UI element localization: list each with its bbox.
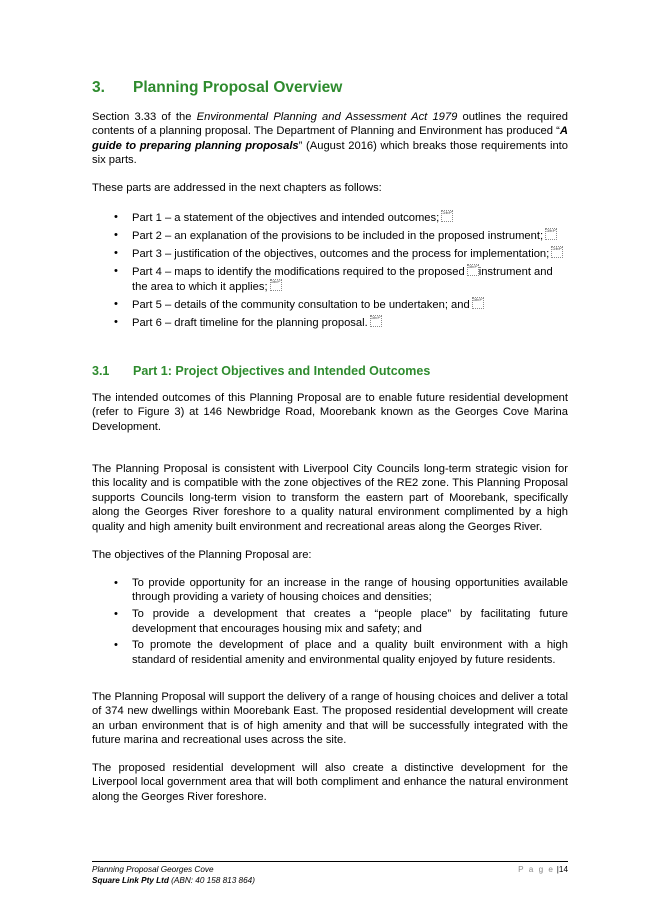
objectives-list [92,576,568,670]
list-item: • Part 6 – draft timeline for the planning proposal. SEP [114,315,381,330]
objectives-intro: The objectives of the Planning Proposal are: [92,549,312,561]
subsection-heading [92,364,572,378]
bullet-icon: • [114,298,118,311]
parts-list [92,210,568,333]
footer-abn: (ABN: 40 158 813 864) [171,876,255,885]
bullet-icon: • [114,608,118,621]
separator-glyph-icon: SEP [441,210,453,222]
section-number: 3. [92,79,105,96]
footer-doc-title: Planning Proposal Georges Cove [92,865,214,874]
separator-glyph-icon: SEP [370,315,382,327]
separator-glyph-icon: SEP [270,279,282,291]
separator-glyph-icon: SEP [467,264,479,276]
intro-text-b: outlines the required contents of a planning proposal. The Department of Planning and Environment has produced “ [92,111,568,138]
bullet-icon: • [114,265,118,277]
guide-title: A guide to preparing planning proposals [92,125,568,152]
list-item: • Part 3 – justification of the objectives, outcomes and the process for implementation; SEP [114,246,563,260]
distinctive-paragraph: The proposed residential development will also create a distinctive development for the Liverpool local government area that will both compliment and enhance the natural environment along the Georges River foreshore. [92,762,568,803]
bullet-icon: • [114,639,118,652]
footer-company: Square Link Pty Ltd (ABN: 40 158 813 864) [92,876,255,885]
list-item: • Part 5 – details of the community consultation to be undertaken; and SEP [114,297,483,312]
list-item: • Part 2 – an explanation of the provisions to be included in the proposed instrument; SEP [114,228,557,242]
bullet-icon: • [114,211,118,223]
bullet-icon: • [114,247,118,259]
list-item: • To promote the development of place and a quality built environment with a high standard of residential amenity and environmental quality enjoyed by future residents. [114,639,568,666]
vision-paragraph: The Planning Proposal is consistent with Liverpool City Councils long-term strategic vision for this locality and is compatible with the zone objectives of the RE2 zone. This Planning Proposal supports Councils long-term vision to transform the eastern part of Moorebank, specifically along the Georges River foreshore to a quality natural environment complimented by a high quality and high amenity built environment and recreational areas along the Georges River. [92,463,568,533]
page-number-value: 14 [558,865,568,874]
bullet-icon: • [114,316,118,329]
intro-text-a: Section 3.33 of the [92,111,197,123]
list-item: • To provide a development that creates a “people place” by facilitating future development that encourages housing mix and safety; and [114,608,568,635]
section-heading [92,79,572,97]
page-label: P a g e [518,865,555,874]
list-item: • To provide opportunity for an increase in the range of housing opportunities available through providing a variety of housing choices and densities; [114,577,568,604]
list-item: • Part 4 – maps to identify the modifications required to the proposed SEPinstrument and the area to which it applies; SEP [114,264,553,294]
footer-divider [92,861,568,862]
intro-text-c: ” (August 2016) which breaks those requirements into six parts. [92,139,568,167]
separator-glyph-icon: SEP [551,246,563,258]
act-title: Environmental Planning and Assessment Act 1979 [196,111,458,123]
separator-glyph-icon: SEP [472,297,484,309]
bullet-icon: • [114,229,118,241]
subsection-title: Part 1: Project Objectives and Intended Outcomes [133,364,431,378]
intro-paragraph [92,110,568,168]
subsection-number: 3.1 [92,364,110,378]
bullet-icon: • [114,577,118,589]
page-number: P a g e |14 [518,865,568,874]
outcomes-paragraph: The intended outcomes of this Planning Proposal are to enable future residential development (refer to Figure 3) at 146 Newbridge Road, Moorebank known as the Georges Cove Marina Development. [92,392,568,433]
delivery-paragraph: The Planning Proposal will support the delivery of a range of housing choices and deliver a total of 374 new dwellings within Moorebank East. The proposed residential development will create an urban environment that is of high amenity and that will be successfully integrated with the future marina and recreational uses across the site. [92,691,568,747]
list-item: • Part 1 – a statement of the objectives and intended outcomes; SEP [114,210,453,224]
section-title: Planning Proposal Overview [133,79,343,96]
separator-glyph-icon: SEP [545,228,557,240]
parts-intro: These parts are addressed in the next chapters as follows: [92,182,382,194]
